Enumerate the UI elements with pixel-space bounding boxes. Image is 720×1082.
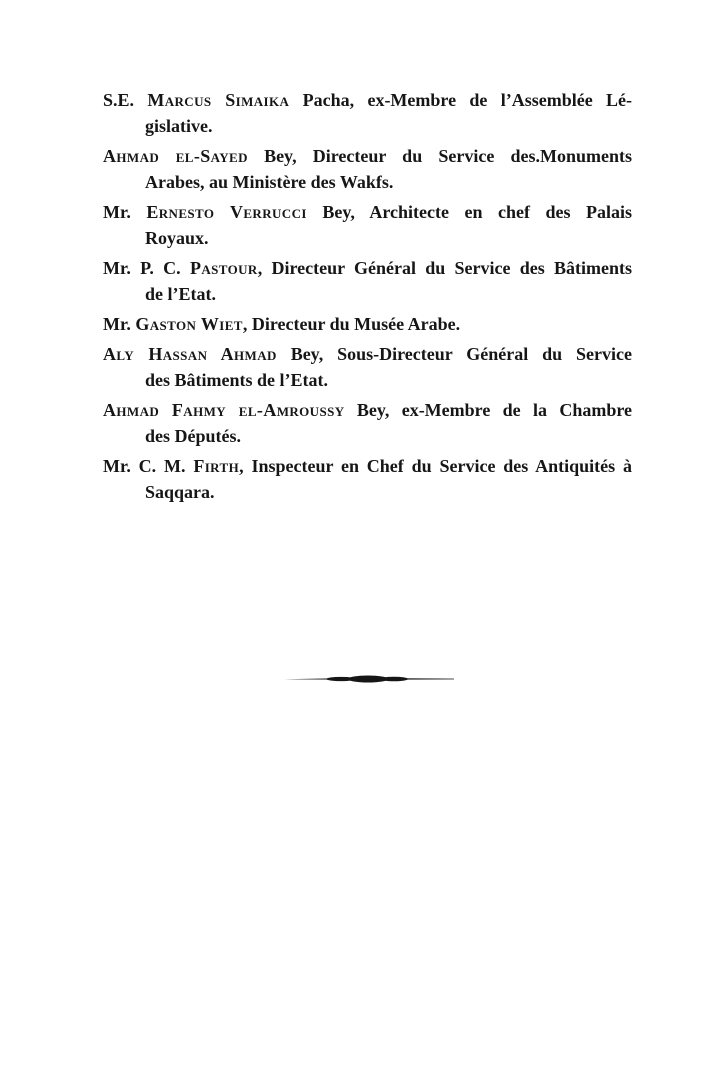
text-line: [103, 341, 632, 367]
text-segment: Bey, Sous-Directeur Général du Service: [276, 344, 632, 364]
text-line: [103, 87, 632, 113]
text-line: [103, 479, 632, 505]
text-segment: Mr. P. C.: [103, 258, 190, 278]
member-list: [103, 87, 632, 509]
member-entry: [103, 199, 632, 251]
member-entry: [103, 87, 632, 139]
text-line: [103, 143, 632, 169]
text-segment: , Inspecteur en Chef du Service des Antiquités à: [239, 456, 632, 476]
text-segment: Mr.: [103, 202, 147, 222]
text-segment: Bey, Architecte en chef des Palais: [306, 202, 632, 222]
text-segment: Pacha, ex-Membre de l’Assemblée Lé-: [289, 90, 632, 110]
text-segment: des Députés.: [145, 426, 242, 446]
text-segment: Arabes, au Ministère des Wakfs.: [145, 172, 394, 192]
text-line: [103, 225, 632, 251]
text-segment: Saqqara.: [145, 482, 215, 502]
divider-shape: [284, 676, 454, 683]
member-entry: [103, 341, 632, 393]
member-entry: [103, 453, 632, 505]
text-segment: , Directeur du Musée Arabe.: [242, 314, 461, 334]
text-line: [103, 423, 632, 449]
text-segment: Mr.: [103, 314, 136, 334]
text-segment: des Bâtiments de l’Etat.: [145, 370, 328, 390]
person-name: Ahmad el-Sayed: [103, 146, 248, 166]
text-line: [103, 199, 632, 225]
text-line: [103, 113, 632, 139]
member-entry: [103, 397, 632, 449]
person-name: Marcus Simaika: [147, 90, 290, 110]
text-line: [103, 255, 632, 281]
person-name: Firth: [193, 456, 240, 476]
member-entry: [103, 311, 632, 337]
person-name: Aly Hassan Ahmad: [103, 344, 277, 364]
text-line: [103, 367, 632, 393]
member-entry: [103, 255, 632, 307]
text-segment: Bey, Directeur du Service des.Monuments: [247, 146, 632, 166]
text-segment: Royaux.: [145, 228, 209, 248]
text-segment: de l’Etat.: [145, 284, 216, 304]
text-line: [103, 311, 632, 337]
person-name: Gaston Wiet: [135, 314, 243, 334]
member-entry: [103, 143, 632, 195]
person-name: Pastour: [189, 258, 258, 278]
person-name: Ernesto Verrucci: [146, 202, 307, 222]
text-segment: gislative.: [145, 116, 213, 136]
text-segment: S.E.: [103, 90, 148, 110]
text-segment: Bey, ex-Membre de la Chambre: [344, 400, 632, 420]
text-line: [103, 453, 632, 479]
text-line: [103, 169, 632, 195]
person-name: Ahmad Fahmy el-Amroussy: [103, 400, 345, 420]
text-segment: , Directeur Général du Service des Bâtiments: [257, 258, 632, 278]
swelled-rule-divider-icon: [284, 673, 454, 685]
text-segment: Mr. C. M.: [103, 456, 194, 476]
text-line: [103, 397, 632, 423]
text-line: [103, 281, 632, 307]
